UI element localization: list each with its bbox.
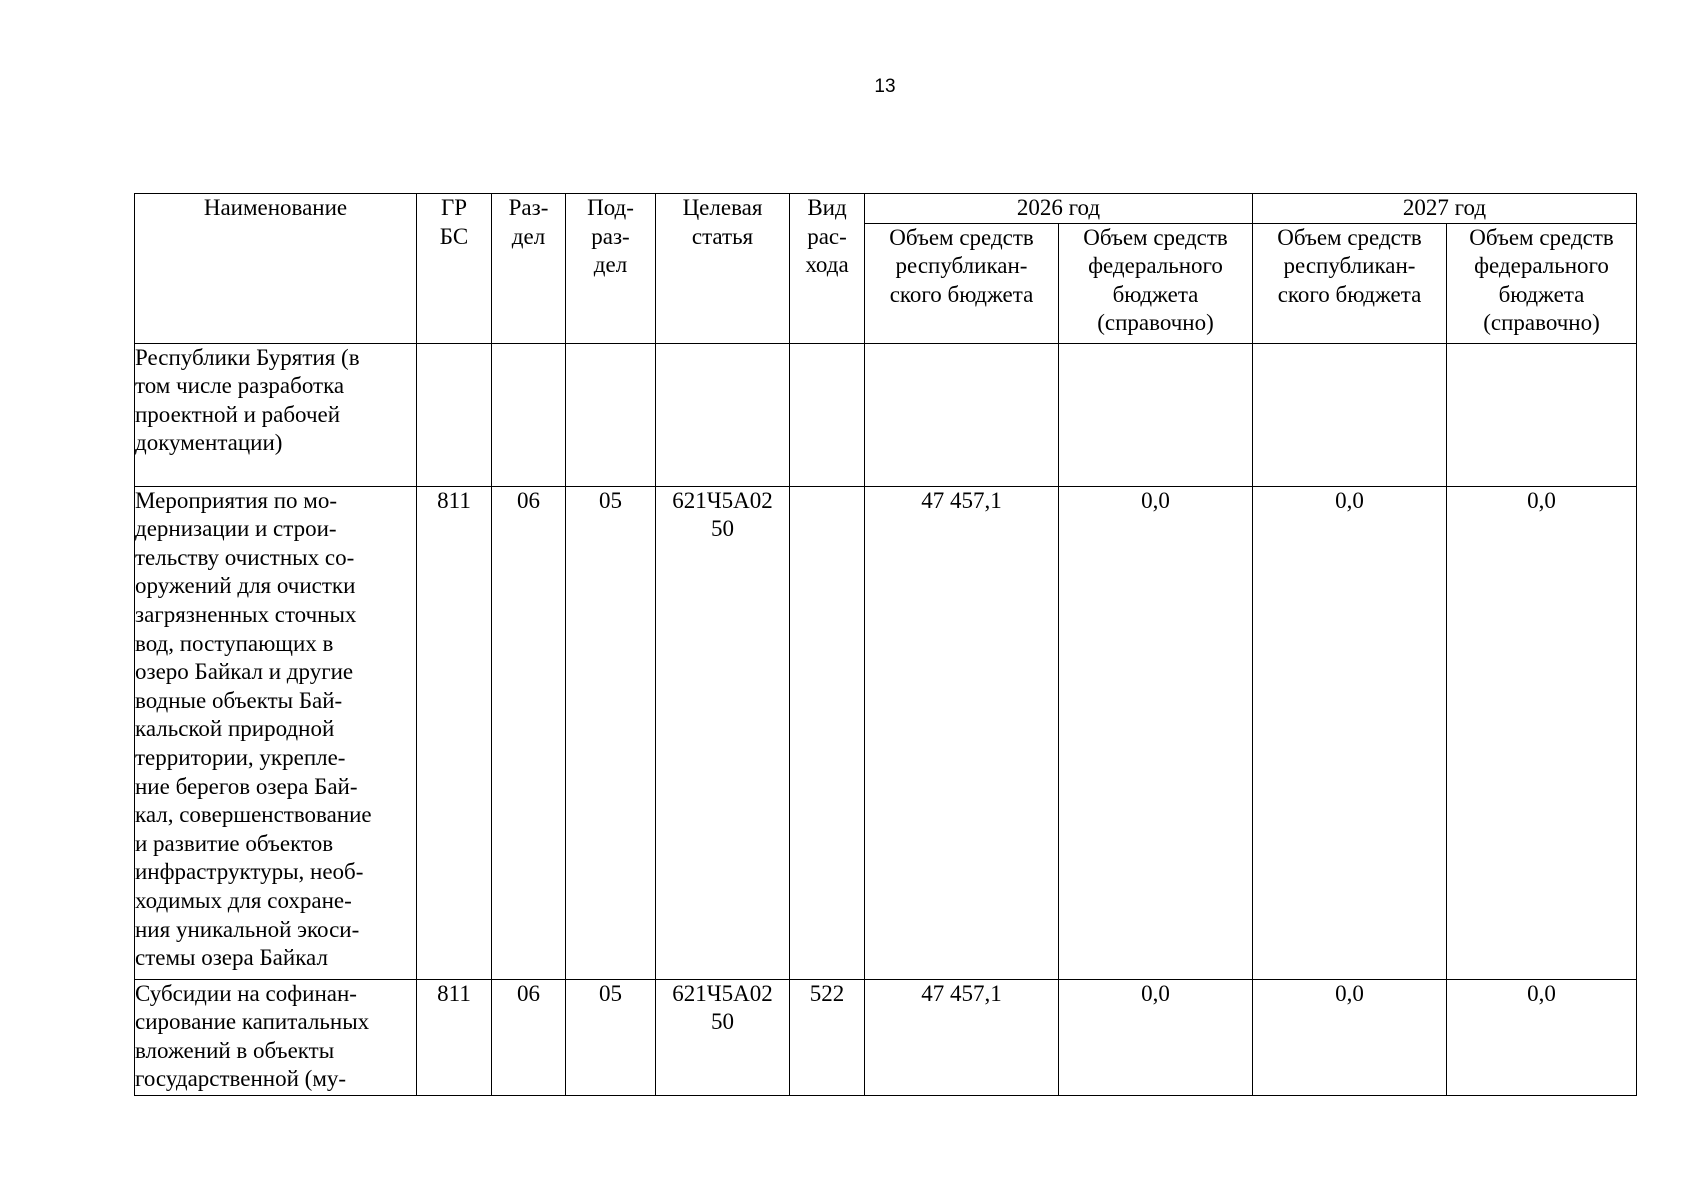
header-federal-2027: Объем средств федерального бюджета (справочно) bbox=[1447, 223, 1637, 343]
name-line: ходимых для сохране- bbox=[135, 887, 352, 913]
header-republican-2027: Объем средств республикан- ского бюджета bbox=[1253, 223, 1447, 343]
name-line: ние берегов озера Бай- bbox=[135, 773, 358, 799]
header-federal-2026: Объем средств федерального бюджета (справочно) bbox=[1059, 223, 1253, 343]
name-line: государственной (му- bbox=[135, 1066, 347, 1092]
row-expense-type bbox=[790, 486, 865, 979]
name-line: сирование капитальных bbox=[135, 1009, 370, 1035]
name-line: инфраструктуры, необ- bbox=[135, 859, 364, 885]
row-republican-2027: 0,0 bbox=[1253, 486, 1447, 979]
name-line: Республики Бурятия (в bbox=[135, 344, 360, 370]
header-razdel: Раз- дел bbox=[492, 194, 566, 344]
budget-table bbox=[134, 193, 1637, 1096]
row-target-article bbox=[656, 486, 790, 979]
name-line: кал, совершенствование bbox=[135, 802, 372, 828]
row-razdel bbox=[492, 343, 566, 486]
row-republican-2026: 47 457,1 bbox=[865, 979, 1059, 1095]
name-line: и развитие объектов bbox=[135, 830, 334, 856]
table-row bbox=[135, 343, 1637, 486]
row-federal-2026: 0,0 bbox=[1059, 979, 1253, 1095]
name-line: озеро Байкал и другие bbox=[135, 659, 354, 685]
page-number: 13 bbox=[874, 76, 896, 97]
row-federal-2027: 0,0 bbox=[1447, 486, 1637, 979]
header-target-article: Целевая статья bbox=[656, 194, 790, 344]
name-line: кальской природной bbox=[135, 716, 335, 742]
target-line: 50 bbox=[711, 1009, 734, 1035]
row-name bbox=[135, 486, 417, 979]
table-body bbox=[135, 343, 1637, 1095]
row-name bbox=[135, 343, 417, 486]
name-line: водные объекты Бай- bbox=[135, 687, 343, 713]
row-federal-2027 bbox=[1447, 343, 1637, 486]
target-line: 621Ч5А02 bbox=[672, 487, 773, 513]
name-line: дернизации и строи- bbox=[135, 516, 337, 542]
row-expense-type: 522 bbox=[790, 979, 865, 1095]
row-federal-2027: 0,0 bbox=[1447, 979, 1637, 1095]
header-grbs: ГР БС bbox=[417, 194, 492, 344]
row-grbs: 811 bbox=[417, 486, 492, 979]
table-row bbox=[135, 486, 1637, 979]
name-line: том числе разработка bbox=[135, 373, 345, 399]
name-line: проектной и рабочей bbox=[135, 401, 341, 427]
row-target-article bbox=[656, 343, 790, 486]
row-grbs: 811 bbox=[417, 979, 492, 1095]
row-razdel: 06 bbox=[492, 979, 566, 1095]
row-federal-2026 bbox=[1059, 343, 1253, 486]
target-line: 621Ч5А02 bbox=[672, 980, 773, 1006]
name-line: Субсидии на софинан- bbox=[135, 980, 357, 1006]
header-row-top bbox=[135, 194, 1637, 224]
row-federal-2026: 0,0 bbox=[1059, 486, 1253, 979]
name-line: вложений в объекты bbox=[135, 1037, 335, 1063]
row-podrazdel bbox=[566, 343, 656, 486]
name-line: ния уникальной экоси- bbox=[135, 916, 360, 942]
row-republican-2027: 0,0 bbox=[1253, 979, 1447, 1095]
name-line: загрязненных сточных bbox=[135, 601, 357, 627]
header-year-2026: 2026 год bbox=[865, 194, 1253, 224]
row-republican-2026: 47 457,1 bbox=[865, 486, 1059, 979]
row-razdel: 06 bbox=[492, 486, 566, 979]
name-line: оружений для очистки bbox=[135, 573, 356, 599]
name-line: Мероприятия по мо- bbox=[135, 487, 338, 513]
row-expense-type bbox=[790, 343, 865, 486]
row-grbs bbox=[417, 343, 492, 486]
target-line: 50 bbox=[711, 516, 734, 542]
header-republican-2026: Объем средств республикан- ского бюджета bbox=[865, 223, 1059, 343]
row-podrazdel: 05 bbox=[566, 979, 656, 1095]
header-year-2027: 2027 год bbox=[1253, 194, 1637, 224]
name-line: документации) bbox=[135, 430, 283, 456]
header-podrazdel: Под- раз- дел bbox=[566, 194, 656, 344]
row-name bbox=[135, 979, 417, 1095]
name-line: вод, поступающих в bbox=[135, 630, 334, 656]
header-expense-type: Вид рас- хода bbox=[790, 194, 865, 344]
row-republican-2026 bbox=[865, 343, 1059, 486]
name-line: тельству очистных со- bbox=[135, 544, 355, 570]
row-target-article bbox=[656, 979, 790, 1095]
name-line: стемы озера Байкал bbox=[135, 945, 328, 971]
row-republican-2027 bbox=[1253, 343, 1447, 486]
table-row bbox=[135, 979, 1637, 1095]
header-name: Наименование bbox=[135, 194, 417, 344]
name-line: территории, укрепле- bbox=[135, 744, 346, 770]
row-podrazdel: 05 bbox=[566, 486, 656, 979]
